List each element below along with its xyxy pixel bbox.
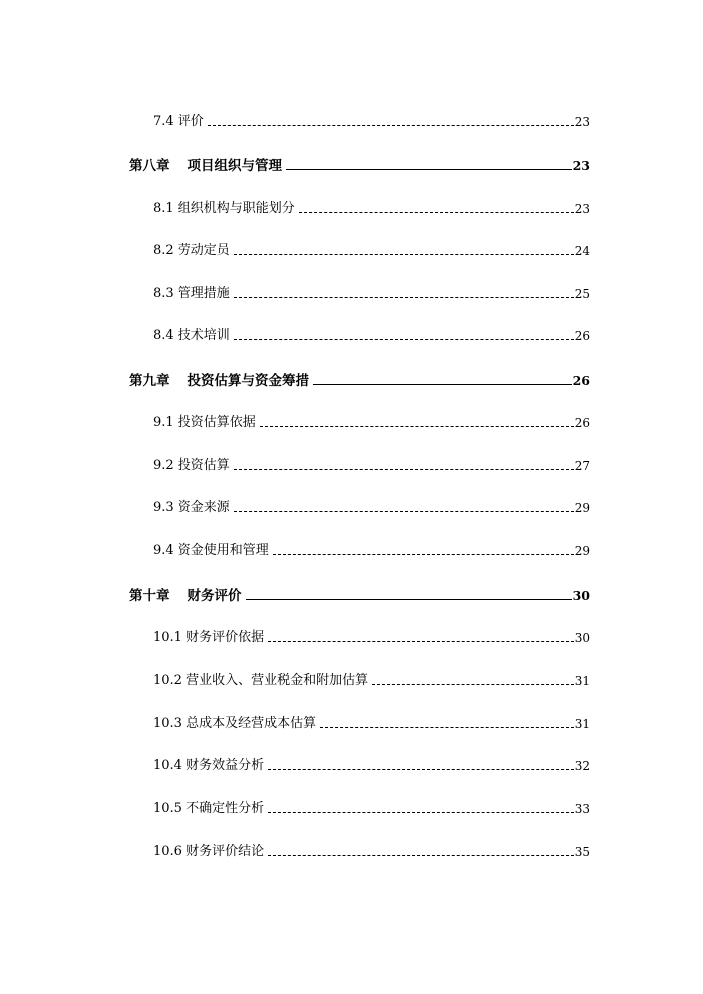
toc-page-number: 23 (572, 158, 590, 173)
toc-chapter-heading (129, 587, 242, 605)
toc-page-number: 30 (574, 631, 590, 645)
toc-leader-dots (208, 125, 574, 126)
toc-page-number: 26 (572, 373, 590, 388)
toc-chapter-title: 财务评价 (187, 588, 242, 604)
toc-entry-7-4[interactable] (153, 113, 590, 131)
toc-leader-dots (372, 684, 574, 685)
toc-leader-dots (260, 426, 574, 427)
toc-entry-8-1[interactable] (153, 200, 590, 218)
toc-leader-line (286, 169, 572, 170)
toc-leader-dots (273, 554, 574, 555)
toc-entry-8-4[interactable] (153, 327, 590, 345)
toc-entry-9-3[interactable] (153, 499, 590, 517)
toc-entry-label: 10.6 财务评价结论 (153, 844, 265, 859)
toc-entry-10-2[interactable] (153, 672, 590, 690)
toc-entry-label: 8.3 管理措施 (153, 286, 230, 301)
toc-leader-dots (320, 727, 574, 728)
toc-chapter-heading (129, 157, 282, 175)
toc-chapter-title: 投资估算与资金筹措 (187, 373, 309, 389)
toc-page-number: 23 (574, 202, 590, 216)
toc-page-number: 30 (572, 588, 590, 603)
toc-entry-label: 8.4 技术培训 (153, 328, 230, 343)
toc-entry-label: 9.4 资金使用和管理 (153, 543, 269, 558)
toc-page-number: 31 (574, 717, 590, 731)
toc-entry-8-3[interactable] (153, 285, 590, 303)
toc-entry-label: 8.2 劳动定员 (153, 243, 230, 258)
toc-leader-dots (234, 297, 574, 298)
toc-entry-label: 10.3 总成本及经营成本估算 (153, 716, 317, 731)
toc-chapter-9[interactable] (129, 372, 590, 390)
toc-entry-label: 10.5 不确定性分析 (153, 801, 265, 816)
toc-entry-10-1[interactable] (153, 629, 590, 647)
toc-page-number: 25 (574, 287, 590, 301)
toc-leader-dots (234, 469, 574, 470)
toc-leader-dots (234, 339, 574, 340)
toc-leader-dots (268, 769, 574, 770)
toc-page-number: 24 (574, 244, 590, 258)
toc-page-number: 33 (574, 802, 590, 816)
toc-chapter-10[interactable] (129, 587, 590, 605)
toc-page-number: 31 (574, 674, 590, 688)
toc-entry-label: 9.1 投资估算依据 (153, 415, 256, 430)
toc-chapter-heading (129, 372, 309, 390)
toc-entry-9-2[interactable] (153, 457, 590, 475)
toc-page-number: 26 (574, 329, 590, 343)
toc-leader-dots (268, 641, 574, 642)
toc-leader-line (246, 599, 572, 600)
toc-chapter-title: 项目组织与管理 (187, 158, 282, 174)
toc-entry-10-6[interactable] (153, 843, 590, 861)
toc-entry-8-2[interactable] (153, 242, 590, 260)
toc-entry-10-4[interactable] (153, 757, 590, 775)
toc-chapter-number: 第九章 (129, 373, 170, 389)
toc-entry-label: 8.1 组织机构与职能划分 (153, 201, 295, 216)
toc-entry-label: 10.1 财务评价依据 (153, 630, 265, 645)
toc-entry-10-5[interactable] (153, 800, 590, 818)
toc-leader-dots (268, 855, 574, 856)
toc-entry-label: 9.3 资金来源 (153, 500, 230, 515)
toc-leader-dots (234, 511, 574, 512)
toc-entry-9-1[interactable] (153, 414, 590, 432)
toc-chapter-number: 第八章 (129, 158, 170, 174)
toc-entry-9-4[interactable] (153, 542, 590, 560)
toc-page-number: 26 (574, 416, 590, 430)
toc-page-number: 29 (574, 544, 590, 558)
toc-entry-label: 7.4 评价 (153, 114, 204, 129)
toc-leader-line (313, 384, 572, 385)
toc-entry-label: 10.2 营业收入、营业税金和附加估算 (153, 673, 369, 688)
toc-page-number: 23 (574, 115, 590, 129)
toc-entry-label: 9.2 投资估算 (153, 458, 230, 473)
toc-entry-10-3[interactable] (153, 715, 590, 733)
toc-leader-dots (234, 254, 574, 255)
toc-chapter-8[interactable] (129, 157, 590, 175)
toc-page-number: 35 (574, 845, 590, 859)
toc-leader-dots (268, 812, 574, 813)
toc-page-number: 32 (574, 759, 590, 773)
toc-page-number: 29 (574, 501, 590, 515)
toc-page-number: 27 (574, 459, 590, 473)
toc-leader-dots (299, 212, 574, 213)
toc-entry-label: 10.4 财务效益分析 (153, 758, 265, 773)
toc-chapter-number: 第十章 (129, 588, 170, 604)
